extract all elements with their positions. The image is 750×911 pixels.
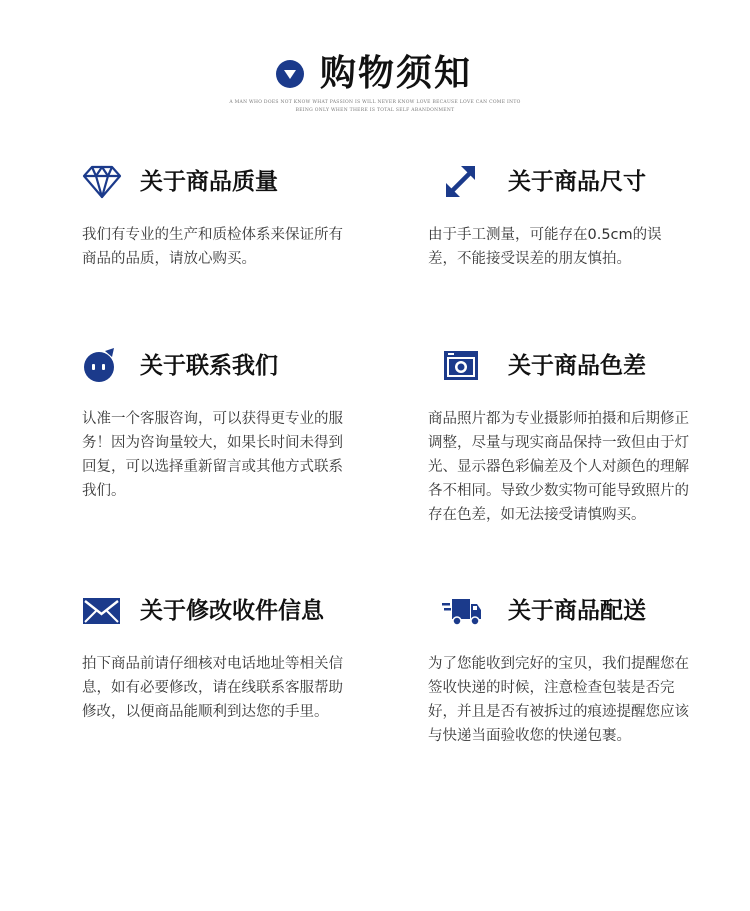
section-text: 拍下商品前请仔细核对电话地址等相关信息，如有必要修改，请在线联系客服帮助修改，以便商品能顺利到达您的手里。 xyxy=(82,656,343,720)
section-title: 关于商品色差 xyxy=(508,353,646,379)
section-text: 商品照片都为专业摄影师拍摄和后期修正调整，尽量与现实商品保持一致但由于灯光、显示器色彩偏差及个人对颜色的理解各不相同。导致少数实物可能导致照片的存在色差，如无法接受请慎购买。 xyxy=(428,411,689,523)
section-title: 关于商品尺寸 xyxy=(508,169,646,195)
chat-bubble-icon xyxy=(82,348,122,384)
section-title: 关于商品配送 xyxy=(508,598,646,624)
section-text: 认准一个客服咨询，可以获得更专业的服务！因为咨询量较大，如果长时间未得到回复，可以选择重新留言或其他方式联系我们。 xyxy=(82,411,343,499)
page-header xyxy=(0,50,750,120)
envelope-icon xyxy=(82,593,122,629)
camera-icon xyxy=(442,348,482,384)
page-subtitle: A MAN WHO DOES NOT KNOW WHAT PASSION IS WILL NEVER KNOW LOVE BECAUSE LOVE CAN COME INTO BEING ONLY WHEN THERE IS TOTAL SELF ABANDONMENT xyxy=(229,100,521,113)
section-title: 关于修改收件信息 xyxy=(140,598,324,624)
diamond-icon xyxy=(82,164,122,200)
section-text: 我们有专业的生产和质检体系来保证所有商品的品质，请放心购买。 xyxy=(82,227,343,267)
section-title: 关于联系我们 xyxy=(140,353,278,379)
page-title: 购物须知 xyxy=(320,53,473,94)
section-text: 为了您能收到完好的宝贝，我们提醒您在签收快递的时候，注意检查包装是否完好，并且是否有被拆过的痕迹提醒您应该与快递当面验收您的快递包裹。 xyxy=(428,656,689,744)
section-text: 由于手工测量，可能存在0.5cm的误差，不能接受误差的朋友慎拍。 xyxy=(428,227,662,267)
section-title: 关于商品质量 xyxy=(140,169,278,195)
delivery-truck-icon xyxy=(442,593,482,629)
resize-arrow-icon xyxy=(442,164,482,200)
chevron-down-icon xyxy=(276,60,304,88)
